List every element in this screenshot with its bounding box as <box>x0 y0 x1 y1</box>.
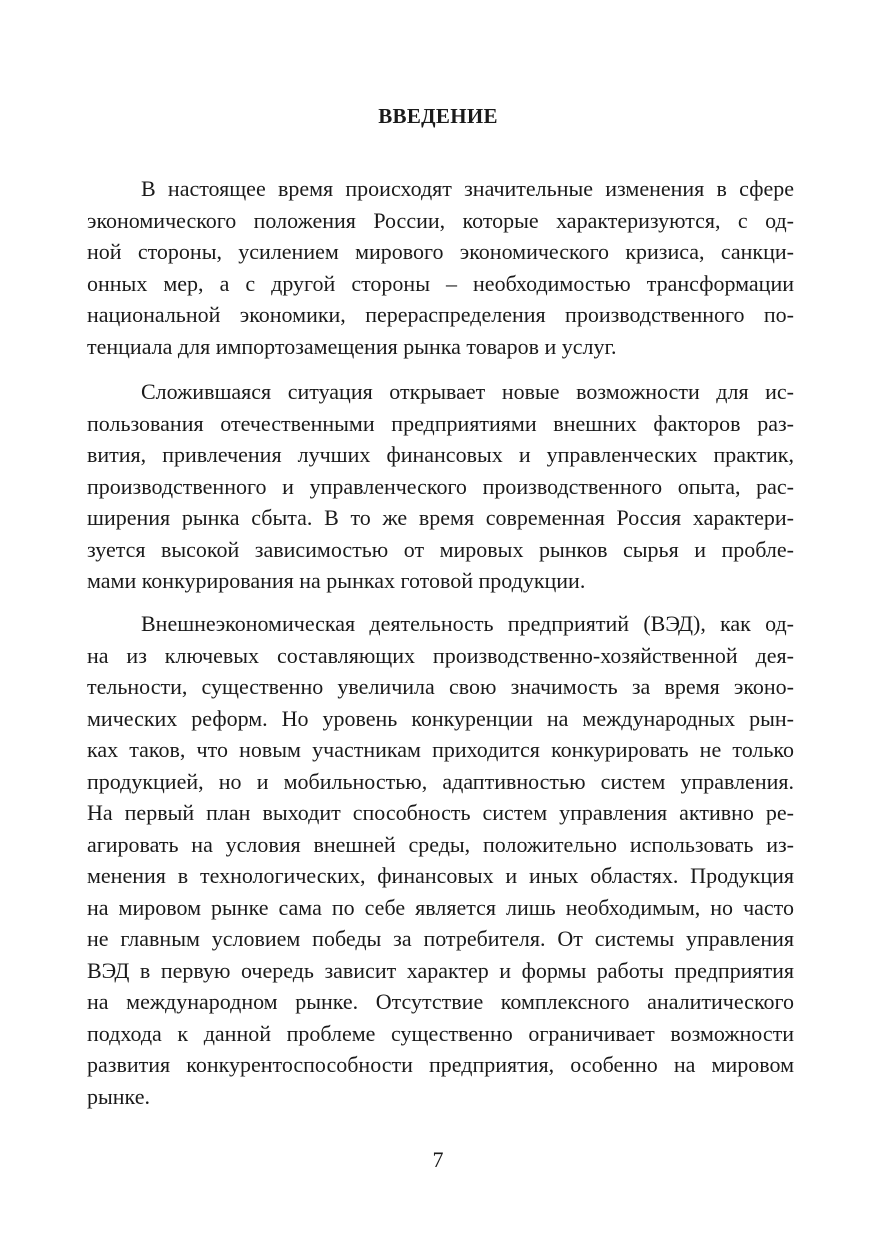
text-line: В настоящее время происходят значительные изменения в сфере <box>141 176 794 201</box>
page-title: ВВЕДЕНИЕ <box>378 104 498 128</box>
text-line: тенциала для импортозамещения рынка товаров и услуг. <box>87 333 617 359</box>
text-line: На первый план выходит способность систем управления активно ре- <box>87 800 794 825</box>
text-line: продукцией, но и мобильностью, адаптивностью систем управления. <box>87 768 794 794</box>
text-line: на международном рынке. Отсутствие комплексного аналитического <box>87 989 794 1014</box>
text-line: на мировом рынке сама по себе является лишь необходимым, но часто <box>87 894 794 920</box>
text-line: развития конкурентоспособности предприятия, особенно на мировом <box>87 1052 794 1077</box>
text-line: агировать на условия внешней среды, положительно использовать из- <box>87 831 794 857</box>
text-line: производственного и управленческого производственного опыта, рас- <box>87 473 794 499</box>
text-line: зуется высокой зависимостью от мировых рынков сырья и пробле- <box>87 536 794 562</box>
text-line: вития, привлечения лучших финансовых и управленческих практик, <box>87 442 794 467</box>
text-line: мических реформ. Но уровень конкуренции на международных рын- <box>87 705 794 731</box>
text-line: мами конкурирования на рынках готовой продукции. <box>87 568 586 593</box>
text-line: пользования отечественными предприятиями внешних факторов раз- <box>87 410 794 436</box>
text-line: подхода к данной проблеме существенно ограничивает возможности <box>87 1020 794 1046</box>
text-line: национальной экономики, перераспределения производственного по- <box>87 302 794 327</box>
text-line: ширения рынка сбыта. В то же время современная Россия характери- <box>87 505 794 530</box>
text-line: на из ключевых составляющих производственно-хозяйственной дея- <box>87 642 794 668</box>
paragraph-3 <box>87 608 794 1112</box>
text-line: менения в технологических, финансовых и иных областях. Продукция <box>87 863 794 888</box>
text-line: ВЭД в первую очередь зависит характер и формы работы предприятия <box>87 957 794 983</box>
text-line: не главным условием победы за потребителя. От системы управления <box>87 926 794 951</box>
text-line: Внешнеэкономическая деятельность предприятий (ВЭД), как од- <box>141 611 794 636</box>
paragraph-2 <box>87 376 794 597</box>
text-line: тельности, существенно увеличила свою значимость за время эконо- <box>87 674 794 699</box>
text-line: Сложившаяся ситуация открывает новые возможности для ис- <box>141 379 794 404</box>
text-line: рынке. <box>87 1083 150 1109</box>
text-line: онных мер, а с другой стороны – необходимостью трансформации <box>87 270 794 296</box>
text-line: ках таков, что новым участникам приходится конкурировать не только <box>87 737 794 762</box>
page-number: 7 <box>432 1147 444 1172</box>
text-line: ной стороны, усилением мирового экономического кризиса, санкци- <box>87 239 794 264</box>
paragraph-1 <box>87 173 794 362</box>
text-line: экономического положения России, которые характеризуются, с од- <box>87 207 794 233</box>
